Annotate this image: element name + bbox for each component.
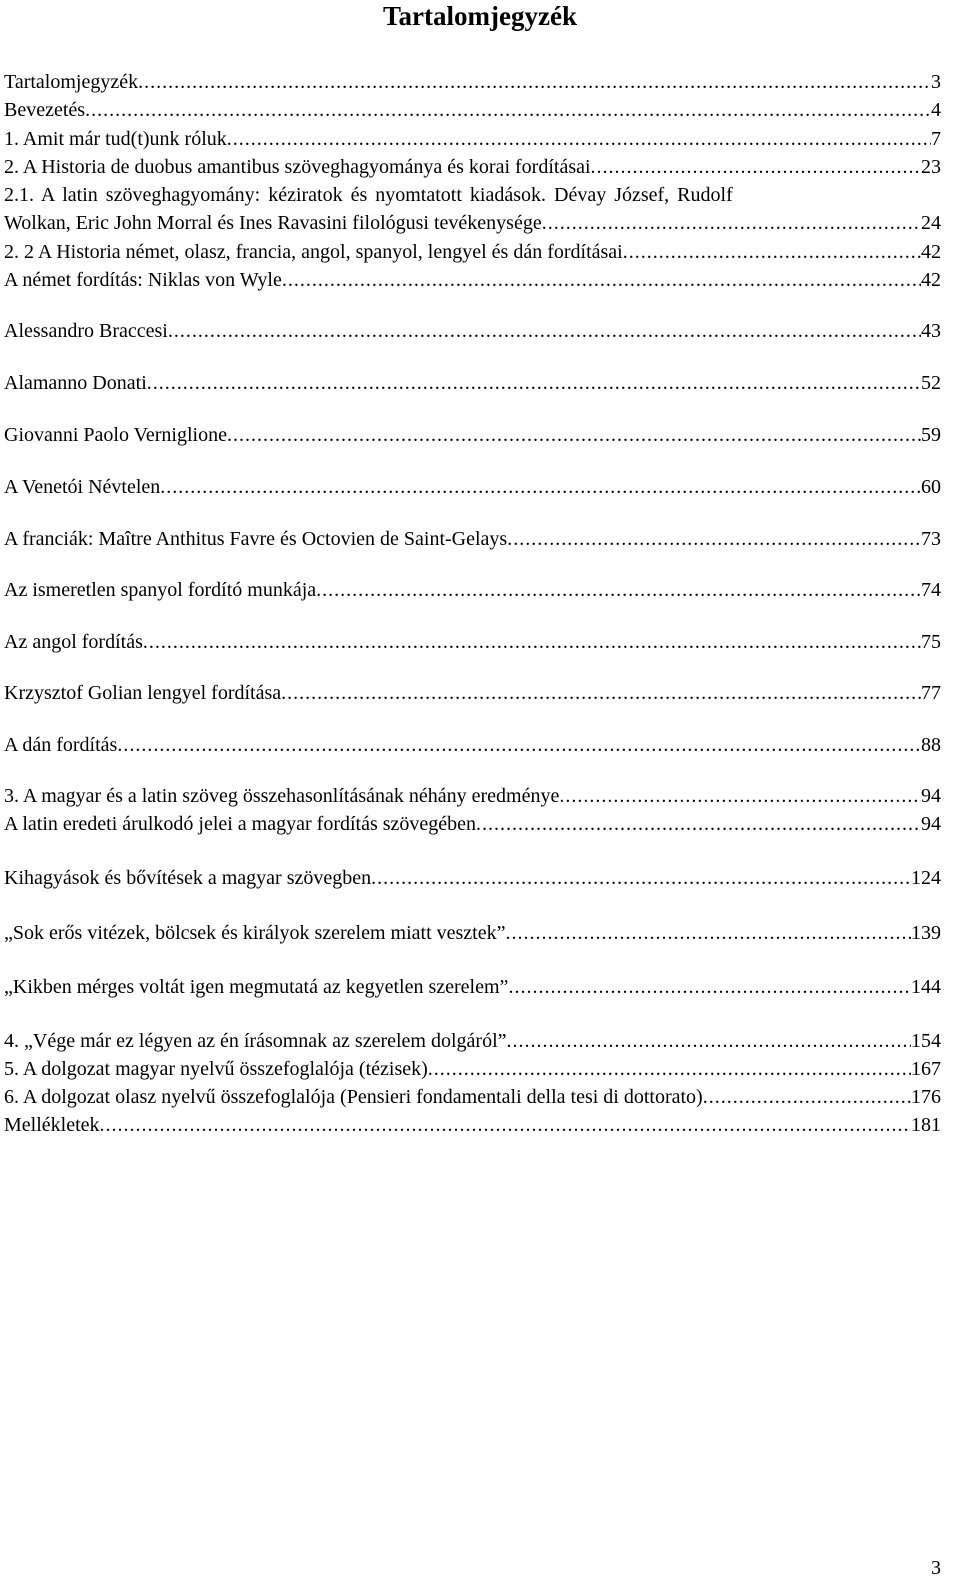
toc-entry-label: 5. A dolgozat magyar nyelvű összefoglalója (tézisek) [4,1058,428,1080]
dot-leader [282,266,921,294]
toc-entry-label: 2. A Historia de duobus amantibus szöveghagyománya és korai fordításai [4,156,591,178]
toc-entry-label: 3. A magyar és a latin szöveg összehasonlításának néhány eredménye [4,785,560,807]
dot-leader [591,153,921,181]
dot-leader [542,209,921,237]
toc-entry-page: 176 [911,1086,941,1108]
dot-leader [508,973,911,1001]
dot-leader [703,1083,911,1111]
dot-leader [138,68,931,96]
toc-entry-page: 60 [921,476,941,498]
toc-entry[interactable] [4,919,941,947]
toc-entry[interactable] [4,731,941,759]
toc-entry-label: Alessandro Braccesi [4,320,168,342]
dot-leader [507,525,921,553]
toc-entry-page: 94 [921,785,941,807]
toc-entry-label: A latin eredeti árulkodó jelei a magyar fordítás szövegében [4,813,477,835]
toc-entry-page: 77 [921,682,941,704]
toc-entry-page: 3 [931,71,941,93]
dot-leader [316,576,921,604]
toc-entry-label: Kihagyások és bővítések a magyar szövegben [4,867,372,889]
toc-entry[interactable] [4,421,941,449]
dot-leader [281,679,921,707]
toc-entry-label: 6. A dolgozat olasz nyelvű összefoglalója (Pensieri fondamentali della tesi di dottorato) [4,1086,703,1108]
toc-entry[interactable] [4,679,941,707]
toc-entry-page: 23 [921,156,941,178]
dot-leader [623,238,921,266]
dot-leader [227,421,921,449]
toc-entry[interactable] [4,576,941,604]
toc-entry[interactable] [4,266,941,294]
toc-entry-page: 7 [931,128,941,150]
toc-entry-page: 167 [911,1058,941,1080]
toc-entry-page: 42 [921,269,941,291]
toc-entry-label: Tartalomjegyzék [4,71,139,93]
toc-entry-page: 24 [921,212,941,234]
toc-entry-label: Az angol fordítás [4,631,143,653]
toc-entry[interactable] [4,96,941,124]
dot-leader [428,1055,911,1083]
toc-entry-page: 43 [921,320,941,342]
toc-entry-page: 144 [911,976,941,998]
toc-entry-page: 124 [911,867,941,889]
toc-entry-page: 59 [921,424,941,446]
page-number: 3 [931,1557,941,1579]
dot-leader [160,473,921,501]
toc-entry-page: 88 [921,734,941,756]
toc-entry[interactable] [4,973,941,1001]
dot-leader [476,810,921,838]
toc-entry[interactable] [4,317,941,345]
toc-entry[interactable] [4,1111,941,1139]
toc-entry-page: 181 [911,1114,941,1136]
toc-entry-label: 2.1. A latin szöveghagyomány: kéziratok és nyomtatott kiadások. Dévay József, Rudolf [4,184,733,206]
dot-leader [117,731,921,759]
toc-entry-label-continuation: Wolkan, Eric John Morral és Ines Ravasini filológusi tevékenysége [4,212,542,234]
toc-entry-label: 2. 2 A Historia német, olasz, francia, angol, spanyol, lengyel és dán fordításai [4,241,623,263]
toc-entry[interactable] [4,153,941,181]
dot-leader [505,919,911,947]
page-title: Tartalomjegyzék [383,1,577,31]
toc-entry[interactable] [4,473,941,501]
dot-leader [227,125,931,153]
toc-entry-label: Mellékletek [4,1114,100,1136]
toc-entry[interactable] [4,125,941,153]
dot-leader [559,782,921,810]
toc-entry[interactable] [4,68,941,96]
dot-leader [507,1027,911,1055]
toc-entry[interactable] [4,525,941,553]
toc-entry-label: Krzysztof Golian lengyel fordítása [4,682,282,704]
dot-leader [85,96,931,124]
toc-entry-label: A franciák: Maître Anthitus Favre és Octovien de Saint-Gelays [4,528,508,550]
toc-entry-page: 52 [921,372,941,394]
toc-entry-label: 4. „Vége már ez légyen az én írásomnak az szerelem dolgáról” [4,1030,507,1052]
toc-entry-label: 1. Amit már tud(t)unk róluk [4,128,227,150]
toc-entry[interactable] [4,864,941,892]
toc-entry-label: A dán fordítás [4,734,118,756]
dot-leader [147,369,921,397]
toc-entry-label: „Sok erős vitézek, bölcsek és királyok szerelem miatt vesztek” [4,922,506,944]
toc-entry[interactable] [4,369,941,397]
toc-entry[interactable] [4,628,941,656]
toc-entry-label: A német fordítás: Niklas von Wyle [4,269,282,291]
toc-entry[interactable] [4,810,941,838]
toc-entry-page: 42 [921,241,941,263]
dot-leader [143,628,921,656]
toc-entry-label: Bevezetés [4,99,86,121]
toc-entry[interactable] [4,1055,941,1083]
dot-leader [100,1111,911,1139]
toc-entry-label: Az ismeretlen spanyol fordító munkája [4,579,317,601]
dot-leader [371,864,911,892]
toc-entry-page: 154 [911,1030,941,1052]
toc-entry-page: 4 [931,99,941,121]
toc-entry-page: 139 [911,922,941,944]
toc-entry[interactable] [4,238,941,266]
toc-entry-label: Giovanni Paolo Verniglione [4,424,227,446]
toc-entry[interactable] [4,209,941,237]
toc-entry[interactable] [4,1083,941,1111]
dot-leader [168,317,921,345]
toc-entry-page: 75 [921,631,941,653]
toc-entry-page: 74 [921,579,941,601]
toc-entry-label: Alamanno Donati [4,372,147,394]
toc-entry-first-line[interactable] [4,181,941,209]
toc-entry[interactable] [4,782,941,810]
toc-entry-label: A Venetói Névtelen [4,476,161,498]
toc-entry-page: 73 [921,528,941,550]
toc-entry[interactable] [4,1027,941,1055]
toc-entry-page: 94 [921,813,941,835]
toc-entry-label: „Kikben mérges voltát igen megmutatá az kegyetlen szerelem” [4,976,509,998]
